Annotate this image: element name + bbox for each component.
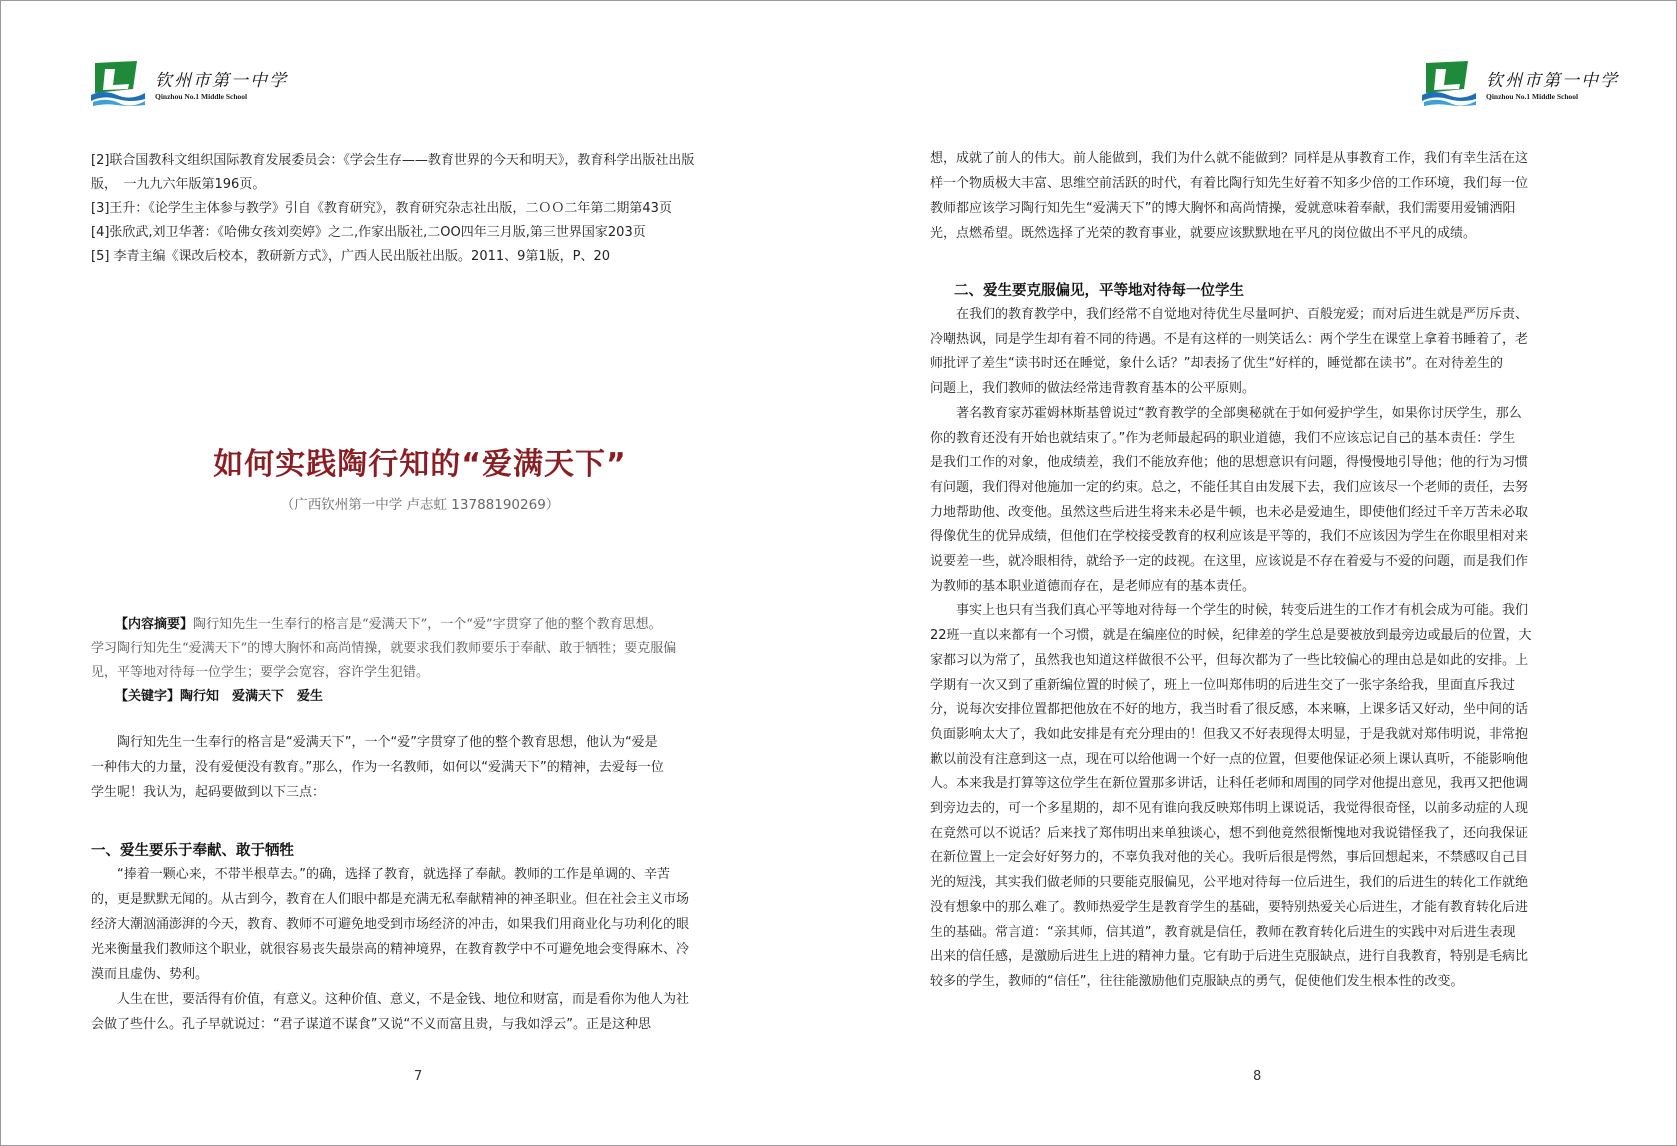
keywords-text: 陶行知 爱满天下 爱生 bbox=[180, 689, 324, 704]
intro-line-2: 一种伟大的力量，没有爱便没有教育。”那么，作为一名教师，如何以“爱满天下”的精神，去爱每一位 bbox=[91, 760, 664, 775]
section-1-line-7: 会做了些什么。孔子早就说过：“君子谋道不谋食”又说“不义而富且贵，与我如浮云”。正是这种思 bbox=[91, 1017, 651, 1032]
intro-line-1: 陶行知先生一生奉行的格言是“爱满天下”，一个“爱”字贯穿了他的整个教育思想，他认为“爱是 bbox=[117, 735, 658, 750]
abstract-line-3: 见，平等地对待每一位学生；要学会宽容，容许学生犯错。 bbox=[91, 665, 430, 680]
reference-2: [2]联合国教科文组织国际教育发展委员会：《学会生存——教育世界的今天和明天》，教育科学出版社出版 bbox=[91, 153, 695, 168]
section-2-line-26: 生的基础。常言道：“亲其师，信其道”，教育就是信任，教师在教育转化后进生的实践中对后进生表现 bbox=[930, 924, 1516, 940]
section-2-line-10: 得像优生的优异成绩，但他们在学校接受教育的权利应该是平等的，我们不应该因为学生在你眼里相对来 bbox=[930, 529, 1529, 545]
continued-line-1: 想，成就了前人的伟大。前人能做到，我们为什么就不能做到？同样是从事教育工作，我们有幸生活在这 bbox=[930, 151, 1529, 166]
right-page bbox=[838, 0, 1677, 1146]
keywords-line bbox=[91, 685, 323, 709]
section-1-heading: 一、爱生要乐于奉献、敢于牺牲 bbox=[91, 842, 294, 859]
section-2-line-28: 较多的学生，教师的“信任”，往往能激励他们克服缺点的勇气，促使他们发生根本性的改变。 bbox=[930, 973, 1464, 989]
continued-line-2: 样一个物质极大丰富、思维空前活跃的时代，有着比陶行知先生好着不知多少倍的工作环境，我们每一位 bbox=[930, 176, 1529, 191]
section-2-line-3: 师批评了差生“读书时还在睡觉，象什么话？”却表扬了优生“好样的，睡觉都在读书”。在对待差生的 bbox=[930, 356, 1503, 372]
reference-5: [5] 李青主编《课改后校本，教研新方式》，广西人民出版社出版。2011、9第1版，P、20 bbox=[91, 249, 611, 264]
school-emblem-icon bbox=[1420, 59, 1478, 107]
section-2-line-7: 是我们工作的对象，他成绩差，我们不能放弃他；他的思想意识有问题，得慢慢地引导他；他的行为习惯 bbox=[930, 455, 1529, 471]
section-2-line-24: 光的短浅，其实我们做老师的只要能克服偏见，公平地对待每一位后进生，我们的后进生的转化工作就绝 bbox=[930, 875, 1529, 891]
abstract-text-1: 陶行知先生一生奉行的格言是“爱满天下”，一个“爱”字贯穿了他的整个教育思想。 bbox=[193, 617, 662, 632]
section-2-line-13: 事实上也只有当我们真心平等地对待每一个学生的时候，转变后进生的工作才有机会成为可能。我们 bbox=[956, 603, 1529, 619]
page-number-left: 7 bbox=[414, 1069, 423, 1084]
section-2-line-27: 出来的信任感，是激励后进生上进的精神力量。它有助于后进生克服缺点，进行自我教育，特别是毛病比 bbox=[930, 949, 1529, 965]
section-2-line-17: 分，说每次安排位置都把他放在不好的地方，我当时看了很反感，本来嘛，上课多话又好动，坐中间的话 bbox=[930, 702, 1529, 718]
section-2-line-21: 到旁边去的，可一个多星期的，却不见有谁向我反映郑伟明上课说话，我觉得很奇怪，以前多动症的人现 bbox=[930, 801, 1529, 816]
reference-3: [3]王升：《论学生主体参与教学》引自《教育研究》，教育研究杂志社出版，二ＯＯ二年第二期第43页 bbox=[91, 201, 672, 216]
section-2-line-9: 力地帮助他、改变他。虽然这些后进生将来未必是牛顿，也未必是爱迪生，即使他们经过千辛万苦未必取 bbox=[930, 504, 1529, 520]
section-2-line-11: 说要差一些，就冷眼相待，就给予一定的歧视。在这里，应该说是不存在着爱与不爱的问题，而是我们作 bbox=[930, 554, 1529, 569]
section-2-line-25: 没有想象中的那么难了。教师热爱学生是教育学生的基础，要特别热爱关心后进生，才能有教育转化后进 bbox=[930, 899, 1529, 915]
section-2-line-23: 在新位置上一定会好好努力的，不辜负我对他的关心。我听后很是愕然，事后回想起来，不禁感叹自己目 bbox=[930, 850, 1529, 866]
keywords-label: 【关键字】 bbox=[115, 689, 181, 704]
section-2-line-6: 你的教育还没有开始也就结束了。”作为老师最起码的职业道德，我们不应该忘记自己的基本责任：学生 bbox=[930, 430, 1516, 446]
section-1-line-3: 经济大潮汹涌澎湃的今天，教育、教师不可避免地受到市场经济的冲击，如果我们用商业化与功利化的眼 bbox=[91, 917, 690, 932]
page-number-right: 8 bbox=[1253, 1069, 1262, 1084]
section-2-heading: 二、爱生要克服偏见，平等地对待每一位学生 bbox=[954, 282, 1244, 299]
school-name-en: Qinzhou No.1 Middle School bbox=[155, 91, 248, 101]
section-2-line-15: 家都习以为常了，虽然我也知道这样做很不公平，但每次都为了一些比较偏心的理由总是如此的安排。上 bbox=[930, 652, 1529, 668]
school-name-en: Qinzhou No.1 Middle School bbox=[1486, 91, 1579, 101]
school-logo bbox=[89, 59, 288, 107]
left-page bbox=[0, 0, 838, 1146]
section-2-line-4: 问题上，我们教师的做法经常违背教育基本的公平原则。 bbox=[930, 381, 1256, 397]
continued-line-4: 光，点燃希望。既然选择了光荣的教育事业，就要应该默默地在平凡的岗位做出不平凡的成绩。 bbox=[930, 226, 1477, 241]
section-1-line-6: 人生在世，要活得有价值，有意义。这种价值、意义，不是金钱、地位和财富，而是看你为他人为社 bbox=[117, 992, 690, 1007]
section-2-line-2: 冷嘲热讽，同是学生却有着不同的待遇。不是有这样的一则笑话么：两个学生在课堂上拿着书睡着了，老 bbox=[930, 331, 1529, 347]
section-2-line-20: 人。本来我是打算等这位学生在新位置那多讲话，让科任老师和周围的同学对他提出意见，我再又把他调 bbox=[930, 776, 1529, 792]
section-2-line-22: 在竟然可以不说话？后来找了郑伟明出来单独谈心，想不到他竟然很惭愧地对我说错怪我了，还向我保证 bbox=[930, 825, 1529, 841]
section-2-line-16: 学期有一次又到了重新编位置的时候了，班上一位叫郑伟明的后进生交了一张字条给我，里面直斥我过 bbox=[930, 677, 1516, 693]
section-2-line-5: 著名教育家苏霍姆林斯基曾说过“教育教学的全部奥秘就在于如何爱护学生，如果你讨厌学生，那么 bbox=[956, 405, 1522, 421]
continued-line-3: 教师都应该学习陶行知先生“爱满天下”的博大胸怀和高尚情操，爱就意味着奉献，我们需要用爱铺洒阳 bbox=[930, 201, 1516, 216]
article-title: 如何实践陶行知的“爱满天下” bbox=[213, 447, 627, 482]
school-name-cn: 钦州市第一中学 bbox=[1486, 70, 1619, 91]
section-1-line-2: 的，更是默默无闻的。从古到今，教育在人们眼中都是充满无私奉献精神的神圣职业。但在社会主义市场 bbox=[91, 892, 690, 907]
reference-4: [4]张欣武,刘卫华著：《哈佛女孩刘奕婷》之二,作家出版社,二OO四年三月版,第三世界国家203页 bbox=[91, 225, 646, 240]
abstract-line-2: 学习陶行知先生“爱满天下”的博大胸怀和高尚情操，就要求我们教师要乐于奉献、敢于牺牲；要克服偏 bbox=[91, 641, 677, 656]
school-name-cn: 钦州市第一中学 bbox=[155, 70, 288, 91]
section-1-line-4: 光来衡量我们教师这个职业，就很容易丧失最崇高的精神境界，在教育教学中不可避免地会变得麻木、冷 bbox=[91, 942, 690, 957]
section-2-line-18: 负面影响太大了，我如此安排是有充分理由的！但我又不好表现得太明显，于是我就对郑伟明说，非常抱 bbox=[930, 726, 1529, 742]
abstract-label: 【内容摘要】 bbox=[115, 617, 194, 632]
reference-2-cont: 版， 一九九六年版第196页。 bbox=[91, 177, 266, 192]
intro-line-3: 学生呢！我认为，起码要做到以下三点： bbox=[91, 785, 326, 800]
section-1-line-5: 漠而且虚伪、势利。 bbox=[91, 967, 209, 982]
section-1-line-1: “捧着一颗心来，不带半根草去。”的确，选择了教育，就选择了奉献。教师的工作是单调的、辛苦 bbox=[117, 867, 670, 882]
section-2-line-19: 歉以前没有注意到这一点，现在可以给他调一个好一点的位置，但要他保证必须上课认真听，不能影响他 bbox=[930, 751, 1529, 767]
article-author: （广西钦州第一中学 卢志虹 13788190269） bbox=[280, 497, 560, 513]
section-2-line-12: 为教师的基本职业道德而存在，是老师应有的基本责任。 bbox=[930, 578, 1256, 594]
school-logo-right bbox=[1420, 59, 1619, 107]
section-2-line-8: 有问题，我们得对他施加一定的约束。总之，不能任其自由发展下去，我们应该尽一个老师的责任，去努 bbox=[930, 479, 1529, 495]
section-2-line-1: 在我们的教育教学中，我们经常不自觉地对待优生尽量呵护、百般宠爱；而对后进生就是严厉斥责、 bbox=[956, 307, 1529, 322]
abstract-line-1 bbox=[91, 613, 662, 637]
section-2-line-14: 22班一直以来都有一个习惯，就是在编座位的时候，纪律差的学生总是要被放到最旁边或最后的位置，大 bbox=[930, 628, 1532, 644]
school-emblem-icon bbox=[89, 59, 147, 107]
